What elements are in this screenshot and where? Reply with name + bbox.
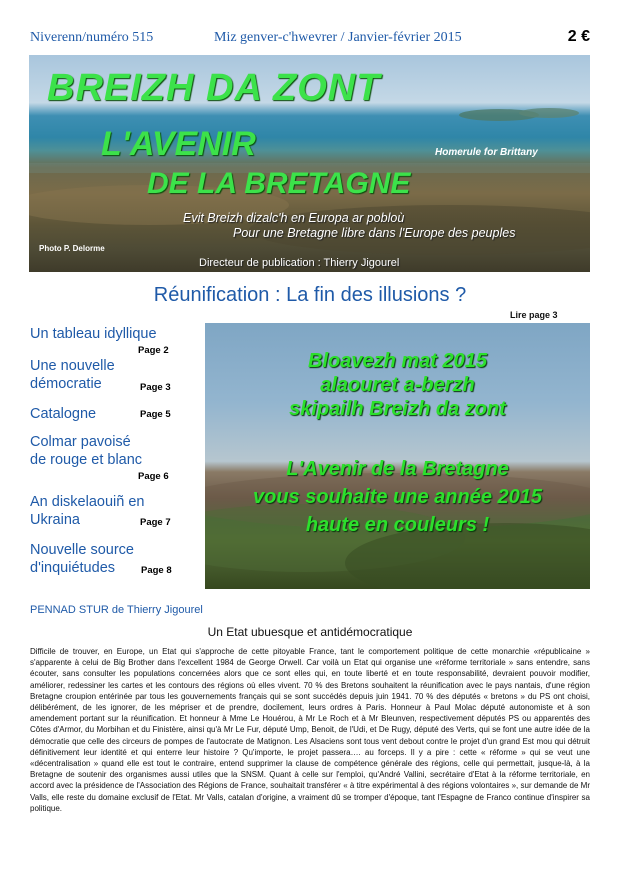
toc-item-nouvelle-source[interactable]	[30, 541, 134, 577]
editorial-title: Un Etat ubuesque et antidémocratique	[207, 625, 413, 639]
cover-photo	[29, 55, 590, 272]
toc-item-page: Page 5	[140, 409, 171, 420]
page-headline: Réunification : La fin des illusions ?	[153, 284, 467, 306]
toc-item-title: Nouvelle source	[30, 542, 134, 558]
read-more-reference: Lire page 3	[510, 310, 558, 320]
greeting-french-line1: L'Avenir de la Bretagne	[286, 458, 509, 480]
toc-item-title: An diskelaouiñ en	[30, 494, 145, 510]
toc-item-title: Ukraina	[30, 512, 80, 528]
cover-title-line1: BREIZH DA ZONT	[47, 67, 381, 109]
price: 2 €	[567, 28, 590, 45]
toc-item-title: Un tableau idyllique	[30, 326, 157, 342]
toc-item-title: Colmar pavoisé	[30, 434, 131, 450]
cover-title-line2: L'AVENIR	[101, 125, 256, 163]
cover-title-line3: DE LA BRETAGNE	[147, 167, 411, 200]
toc-item-tableau-idyllique[interactable]	[30, 325, 157, 343]
toc-item-page: Page 2	[138, 345, 169, 356]
toc-item-title: de rouge et blanc	[30, 452, 143, 468]
issue-date: Miz genver-c'hwevrer / Janvier-février 2015	[214, 30, 462, 45]
editorial-body: Difficile de trouver, en Europe, un Etat qui s'approche de cette pitoyable France, tant le comportement politique de cette monarchie «républicaine » s'apparente à celui de Big Brother dans l'excellent 1984 de George Orwell. Car voilà un Etat qui organise une «réforme territoriale » sans entendre, sans écouter, sans consulter les populations concernées alors que ce sont elles qui, en toute liberté et en toute responsabilité, devraient pouvoir modifier, améliorer, redessiner les cartes et les contours des régions où elles vivent. 70 % des Bretons souhaitent la réunification avec le pays nantais, d'une région Bretagne croupion entérinée par tous les gouvernements français qui se sont succédés depuis juin 1941. 70 % des députés « bretons » du PS ont choisi, délibérément, de les ignorer, de les mépriser et de prendre, docilement, leurs ordres à Paris. Honneur à Paul Molac député autonomiste et à son amendement portant sur la réunification. Et honneur à Mme Le Houérou, à Mr Le Roch et à Mr Bleunven, respectivement députés PS ou apparentés des Côtes d'Armor, du Morbihan et du Finistère, ainsi qu'à Mr Le Fur, député Ump, Benoit, de l'Udi, et De Rugy, député des Verts, qui se font une autre idée de la démocratie que celle des circeurs de pompes de l'autocrate de Matignon. Les Alsaciens sont tous vent debout contre le projet d'un grand Est mou qui détruit définitivement leur identité et qui enterre leur histoire ? Qu'importe, le projet passera…. au forceps. Il y a pire : cette « réforme » qui se veut une «décentralisation » quand elle est tout le contraire, entend supprimer la clause de compétence générale des régions, celle qui permettait, jusque-là, à la Bretagne de soutenir des organismes aussi utiles que la SNSM. Quant à celle sur l'emploi, qu'André Vallini, secrétaire d'Etat à la réforme territoriale, en accord avec la présidence de l'Association des Régions de France, souhaitait transférer « à titre expérimental à des régions volontaires », sur demande de Mr Valls, elle reste du domaine exclusif de l'Etat. Mr Valls, catalan d'origine, a vraiment dû se tromper d'époque, tant l'Espagne de Franco continue d'inspirer sa politique.	[30, 647, 590, 813]
greeting-breton-line1: Bloavezh mat 2015	[308, 350, 487, 372]
toc-item-page: Page 3	[140, 382, 171, 393]
toc-item-title: démocratie	[30, 376, 102, 392]
slogan-french: Pour une Bretagne libre dans l'Europe des peuples	[233, 226, 516, 240]
greeting-french-line2: vous souhaite une année 2015	[253, 486, 542, 508]
homerule-tagline: Homerule for Brittany	[435, 147, 538, 158]
publication-director: Directeur de publication : Thierry Jigourel	[199, 257, 400, 269]
toc-item-ukraina[interactable]	[30, 493, 144, 529]
photo-credit: Photo P. Delorme	[39, 244, 105, 253]
masthead-header	[30, 30, 590, 50]
issue-number: Niverenn/numéro 515	[30, 30, 154, 45]
greeting-breton-line3: skipailh Breizh da zont	[289, 398, 506, 420]
greeting-photo	[205, 323, 590, 589]
greeting-breton-line2: alaouret a-berzh	[320, 374, 475, 396]
toc-item-page: Page 7	[140, 517, 171, 528]
editorial-label: PENNAD STUR de Thierry Jigourel	[30, 604, 203, 616]
toc-item-title: Catalogne	[30, 406, 97, 422]
greeting-french-line3: haute en couleurs !	[305, 514, 490, 536]
toc-item-page: Page 6	[138, 471, 169, 482]
toc-item-page: Page 8	[141, 565, 172, 576]
toc-item-catalogne[interactable]	[30, 405, 96, 423]
toc-item-title: Une nouvelle	[30, 358, 115, 374]
toc-item-nouvelle-democratie[interactable]	[30, 357, 115, 393]
toc-item-colmar[interactable]	[30, 433, 142, 469]
toc-item-title: d'inquiétudes	[30, 560, 116, 576]
slogan-breton: Evit Breizh dizalc'h en Europa ar pobloù	[183, 211, 405, 225]
